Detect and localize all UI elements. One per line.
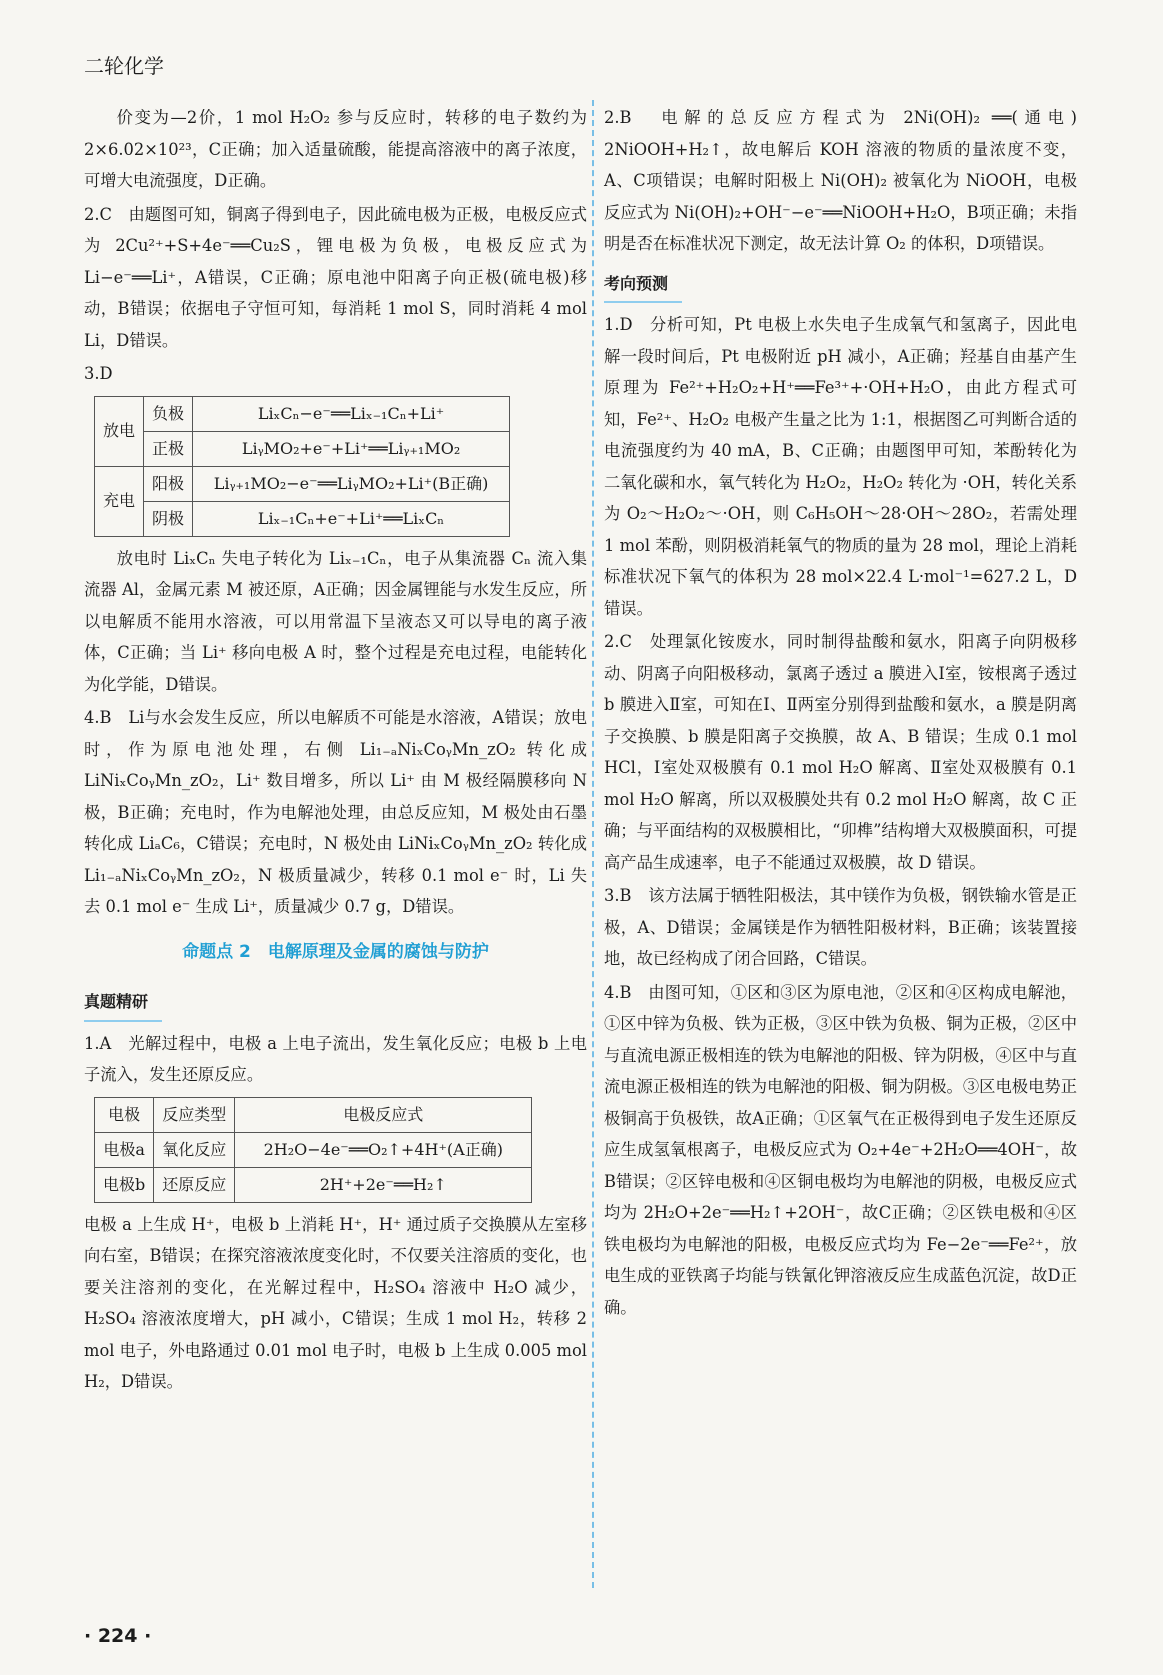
electrode-table-2 — [94, 1097, 532, 1203]
table-row — [95, 1097, 532, 1132]
page-number: · 224 · — [84, 1625, 152, 1647]
answer-r1: 1.A 光解过程中，电极 a 上电子流出，发生氧化反应；电极 b 上电子流入，发生还原反应。 — [84, 1033, 587, 1084]
title-underline — [604, 301, 682, 303]
answer-r2: 2.B 电解的总反应方程式为 2Ni(OH)₂ ══(通电) 2NiOOH+H₂↑，故电解后 KOH 溶液的物质的量浓度不变，A、C项错误；电解时阳极上 Ni(OH)₂ 被氧化为 NiOOH，电极反应式为 Ni(OH)₂+OH⁻−e⁻══NiOOH+H₂O，B项正确；未指明是否在标准状况下测定，故无法计算 O₂ 的体积，D项错误。 — [604, 108, 1077, 253]
paragraph: 放电时 LiₓCₙ 失电子转化为 Liₓ₋₁Cₙ，电子从集流器 Cₙ 流入集流器 Al，金属元素 M 被还原，A正确；因金属锂能与水发生反应，所以电解质不能用水溶液，可以用常温下呈液态又可以导电的离子液体，C正确；当 Li⁺ 移向电极 A 时，整个过程是充电过程，电能转化为化学能，D错误。 — [84, 548, 587, 694]
table-cell: LiₓCₙ−e⁻══Liₓ₋₁Cₙ+Li⁺ — [193, 396, 510, 431]
answer-f2: 2.C 处理氯化铵废水，同时制得盐酸和氨水，阳离子向阴极移动、阴离子向阳极移动，氯离子透过 a 膜进入Ⅰ室，铵根离子透过 b 膜进入Ⅱ室，可知在Ⅰ、Ⅱ两室分别得到盐酸和氨水，a 膜是阴离子交换膜、b 膜是阳离子交换膜，故 A、B 错误；生成 0.1 mol HCl，Ⅰ室处双极膜有 0.1 mol H₂O 解离、Ⅱ室处双极膜有 0.1 mol H₂O 解离，所以双极膜处共有 0.2 mol H₂O 解离，故 C 正确；与平面结构的双极膜相比，“卯榫”结构增大双极膜面积，可提高产品生成速率，电子不能通过双极膜，故 D 错误。 — [604, 632, 1077, 872]
table-row — [95, 1167, 532, 1202]
answer-f3: 3.B 该方法属于牺牲阳极法，其中镁作为负极，钢铁输水管是正极，A、D错误；金属镁是作为牺牲阳极材料，B正确；该装置接地，故已经构成了闭合回路，C错误。 — [604, 886, 1077, 968]
table-cell: 2H⁺+2e⁻══H₂↑ — [235, 1167, 532, 1202]
table-cell: 2H₂O−4e⁻══O₂↑+4H⁺(A正确) — [235, 1132, 532, 1167]
answer-f1: 1.D 分析可知，Pt 电极上水失电子生成氧气和氢离子，因此电解一段时间后，Pt 电极附近 pH 减小，A正确；羟基自由基产生原理为 Fe²⁺+H₂O₂+H⁺══Fe³⁺+·OH+H₂O，由此方程式可知，Fe²⁺、H₂O₂ 电极产生量之比为 1:1，根据图乙可判断合适的电流强度约为 40 mA，B、C正确；由题图甲可知，苯酚转化为二氧化碳和水，氧气转化为 H₂O₂，H₂O₂ 转化为 ·OH，转化关系为 O₂～H₂O₂～·OH，则 C₆H₅OH～28·OH～28O₂，若需处理 1 mol 苯酚，则阴极消耗氧气的物质的量为 28 mol，理论上消耗标准状况下氧气的体积为 28 mol×22.4 L·mol⁻¹=627.2 L，D错误。 — [604, 315, 1077, 618]
table-header: 电极反应式 — [235, 1097, 532, 1132]
right-column — [604, 102, 1077, 1325]
table-cell: 阴极 — [144, 501, 193, 536]
table-cell: 电极b — [95, 1167, 154, 1202]
column-divider — [592, 100, 594, 1588]
electrode-table-1 — [94, 396, 510, 537]
title-underline — [84, 1020, 162, 1022]
table-cell: 正极 — [144, 431, 193, 466]
table-cell: 还原反应 — [154, 1167, 235, 1202]
paragraph: 价变为—2价，1 mol H₂O₂ 参与反应时，转移的电子数约为 2×6.02×10²³，C正确；加入适量硫酸，能提高溶液中的离子浓度，可增大电流强度，D正确。 — [84, 108, 587, 190]
table-row — [95, 1132, 532, 1167]
table-row — [95, 466, 510, 501]
table-cell: 阳极 — [144, 466, 193, 501]
table-row — [95, 396, 510, 431]
table-cell: LiᵧMO₂+e⁻+Li⁺══Liᵧ₊₁MO₂ — [193, 431, 510, 466]
table-cell: 电极a — [95, 1132, 154, 1167]
section-title: 命题点 2 电解原理及金属的腐蚀与防护 — [182, 941, 489, 962]
table-cell: 充电 — [95, 466, 144, 536]
answer-f4: 4.B 由图可知，①区和③区为原电池，②区和④区构成电解池，①区中锌为负极、铁为正极，③区中铁为负极、铜为正极，②区中与直流电源正极相连的铁为电解池的阳极、锌为阴极，④区中与直流电源正极相连的铁为电解池的阳极、铜为阴极。③区电极电势正极铜高于负极铁，故A正确；①区氧气在正极得到电子发生还原反应生成氢氧根离子，电极反应式为 O₂+4e⁻+2H₂O══4OH⁻，故B错误；②区锌电极和④区铜电极均为电解池的阴极，电极反应式均为 2H₂O+2e⁻══H₂↑+2OH⁻，故C正确；②区铁电极和④区铁电极均为电解池的阳极，电极反应式均为 Fe−2e⁻══Fe²⁺，放电生成的亚铁离子均能与铁氰化钾溶液反应生成蓝色沉淀，故D正确。 — [604, 982, 1077, 1317]
table-row — [95, 501, 510, 536]
table-row — [95, 431, 510, 466]
table-cell: Liᵧ₊₁MO₂−e⁻══LiᵧMO₂+Li⁺(B正确) — [193, 466, 510, 501]
left-column — [84, 102, 587, 1400]
table-header: 电极 — [95, 1097, 154, 1132]
answer-3: 3.D — [84, 364, 113, 383]
table-cell: 放电 — [95, 396, 144, 466]
table-cell: Liₓ₋₁Cₙ+e⁻+Li⁺══LiₓCₙ — [193, 501, 510, 536]
table-cell: 氧化反应 — [154, 1132, 235, 1167]
answer-4: 4.B Li与水会发生反应，所以电解质不可能是水溶液，A错误；放电时，作为原电池处理，右侧 Li₁₋ₐNiₓCoᵧMn_zO₂ 转化成 LiNiₓCoᵧMn_zO₂，Li⁺ 数目增多，所以 Li⁺ 由 M 极经隔膜移向 N 极，B正确；充电时，作为电解池处理，由总反应知，M 极处由石墨转化成 LiₐC₆，C错误；充电时，N 极处由 LiNiₓCoᵧMn_zO₂ 转化成 Li₁₋ₐNiₓCoᵧMn_zO₂，N 极质量减少，转移 0.1 mol e⁻ 时，Li 失去 0.1 mol e⁻ 生成 Li⁺，质量减少 0.7 g，D错误。 — [84, 708, 587, 916]
table-cell: 负极 — [144, 396, 193, 431]
subsection-title: 考向预测 — [604, 273, 669, 293]
answer-2: 2.C 由题图可知，铜离子得到电子，因此硫电极为正极，电极反应式为 2Cu²⁺+S+4e⁻══Cu₂S，锂电极为负极，电极反应式为 Li−e⁻══Li⁺，A错误，C正确；原电池中阳离子向正极(硫电极)移动，B错误；依据电子守恒可知，每消耗 1 mol S，同时消耗 4 mol Li，D错误。 — [84, 204, 587, 350]
subsection-title: 真题精研 — [84, 992, 149, 1011]
paragraph: 电极 a 上生成 H⁺，电极 b 上消耗 H⁺，H⁺ 通过质子交换膜从左室移向右室，B错误；在探究溶液浓度变化时，不仅要关注溶质的变化，也要关注溶剂的变化，在光解过程中，H₂SO₄ 溶液中 H₂O 减少，H₂SO₄ 溶液浓度增大，pH 减小，C错误；生成 1 mol H₂，转移 2 mol 电子，外电路通过 0.01 mol 电子时，电极 b 上生成 0.005 mol H₂，D错误。 — [84, 1214, 587, 1391]
page-header: 二轮化学 — [84, 54, 164, 78]
table-header: 反应类型 — [154, 1097, 235, 1132]
